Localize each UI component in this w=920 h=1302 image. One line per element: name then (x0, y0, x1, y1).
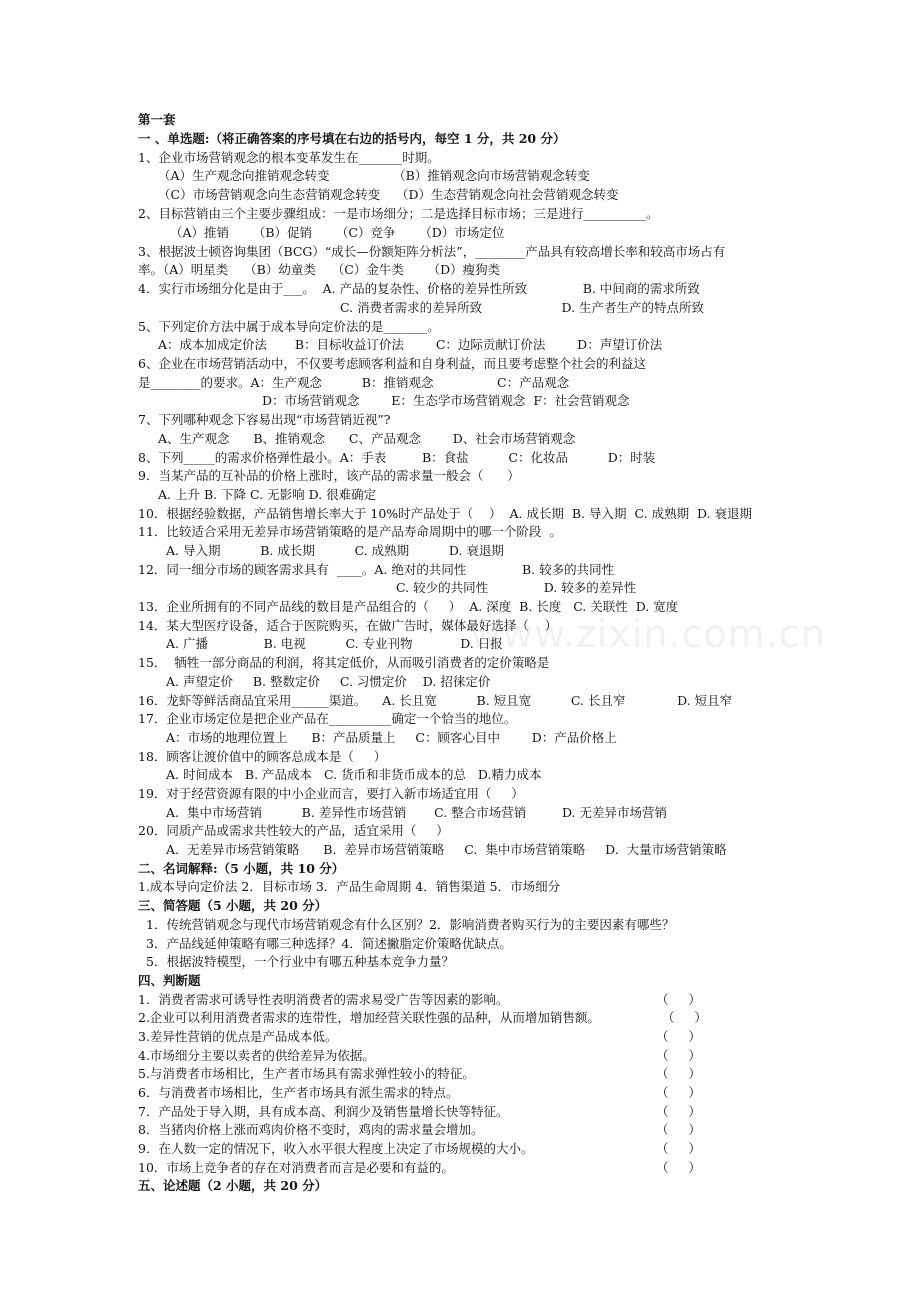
text-line: 2.企业可以利用消费者需求的连带性，增加经营关联性强的品种，从而增加销售额。 (138, 1010, 600, 1025)
text-line: 17．企业市场定位是把企业产品在__________确定一个恰当的地位。 (138, 711, 517, 726)
section-heading: 五、论述题（2 小题，共 20 分） (138, 1178, 328, 1193)
text-line: 3．产品线延伸策略有哪三种选择？4．简述撇脂定价策略优缺点。 (146, 936, 512, 951)
text-line: A、生产观念 B、推销观念 C、产品观念 D、社会市场营销观念 (158, 431, 576, 446)
section-heading: 一 、单选题:（将正确答案的序号填在右边的括号内，每空 1 分，共 20 分） (138, 131, 566, 146)
text-line: 11．比较适合采用无差异市场营销策略的是产品寿命周期中的哪一个阶段 。 (138, 524, 562, 539)
text-line: A. 声望定价 B. 整数定价 C. 习惯定价 D. 招徕定价 (166, 674, 491, 689)
text-line: 1、企业市场营销观念的根本变革发生在_______时期。 (138, 150, 440, 165)
text-line: 3、根据波士顿咨询集团（BCG）“成长—份额矩阵分析法”，________产品具有较高增长率和较高市场占有 (138, 244, 726, 259)
text-line: 是________的要求。A：生产观念 B：推销观念 C：产品观念 (138, 375, 570, 390)
text-line: 7、下列哪种观念下容易出现“市场营销近视”? (138, 412, 391, 427)
text-line: 12．同一细分市场的顾客需求具有 ____。A. 绝对的共同性 B. 较多的共同性 (138, 562, 615, 577)
text-line: 8．当猪肉价格上涨而鸡肉价格不变时，鸡肉的需求量会增加。 (138, 1122, 484, 1137)
text-line: 20．同质产品或需求共性较大的产品，适宜采用（ ） (138, 823, 449, 838)
section-heading: 二、名词解释:（5 小题，共 10 分） (138, 861, 345, 876)
text-line: A. 广播 B. 电视 C. 专业刊物 D. 日报 (166, 636, 503, 651)
text-line: 9．在人数一定的情况下，收入水平很大程度上决定了市场规模的大小。 (138, 1141, 534, 1156)
answer-bracket: （ ） (656, 1141, 701, 1156)
text-line: 19．对于经营资源有限的中小企业而言，要打入新市场适宜用（ ） (138, 786, 524, 801)
text-line: 8、下列_____的需求价格弹性最小。A：手表 B：食盐 C：化妆品 D：时装 (138, 450, 656, 465)
section-heading: 四、判断题 (138, 973, 201, 988)
answer-bracket: （ ） (656, 1160, 701, 1175)
text-line: 1．消费者需求可诱导性表明消费者的需求易受广告等因素的影响。 (138, 992, 509, 1007)
text-line: 14．某大型医疗设备，适合于医院购买，在做广告时，媒体最好选择（ ） (138, 618, 558, 633)
text-line: C. 消费者需求的差异所致 D. 生产者生产的特点所致 (340, 300, 705, 315)
text-line: 13．企业所拥有的不同产品线的数目是产品组合的（ ） A. 深度 B. 长度 C. 关联性 D. 宽度 (138, 599, 679, 614)
text-line: 6．与消费者市场相比，生产者市场具有派生需求的特点。 (138, 1085, 459, 1100)
text-line: 1.成本导向定价法 2．目标市场 3．产品生命周期 4．销售渠道 5．市场细分 (138, 879, 561, 894)
text-line: 18．顾客让渡价值中的顾客总成本是（ ） (138, 749, 387, 764)
answer-bracket: （ ） (656, 1122, 701, 1137)
text-line: 6、企业在市场营销活动中，不仅要考虑顾客利益和自身利益，而且要考虑整个社会的利益这 (138, 356, 646, 371)
answer-bracket: （ ） (656, 1066, 701, 1081)
text-line: 10．根据经验数据，产品销售增长率大于 10%时产品处于（ ） A. 成长期 B. 导入期 C. 成熟期 D. 衰退期 (138, 506, 753, 521)
text-line: A：市场的地理位置上 B：产品质量上 C：顾客心目中 D：产品价格上 (166, 730, 617, 745)
text-line: （C）市场营销观念向生态营销观念转变 （D）生态营销观念向社会营销观念转变 (158, 187, 619, 202)
answer-bracket: （ ） (656, 1029, 701, 1044)
text-line: 16．龙虾等鲜活商品宜采用______渠道。 A. 长且宽 B. 短且宽 C. 长且窄 D. 短且窄 (138, 693, 733, 708)
text-line: A. 无差异市场营销策略 B. 差异市场营销策略 C. 集中市场营销策略 D. 大量市场营销策略 (166, 842, 727, 857)
watermark: www.zixin.com.cn (470, 612, 826, 656)
text-line: （A）生产观念向推销观念转变 （B）推销观念向市场营销观念转变 (158, 168, 590, 183)
answer-bracket: （ ） (662, 1010, 707, 1025)
section-heading: 三、简答题（5 小题，共 20 分） (138, 898, 328, 913)
text-line: A：成本加成定价法 B：目标收益订价法 C：边际贡献订价法 D：声望订价法 (158, 337, 663, 352)
text-line: 5、下列定价方法中属于成本导向定价法的是_______。 (138, 319, 440, 334)
answer-bracket: （ ） (656, 1104, 701, 1119)
text-line: 1．传统营销观念与现代市场营销观念有什么区别？2．影响消费者购买行为的主要因素有哪些？ (146, 917, 675, 932)
text-line: 率。（A）明星类 （B）幼童类 （C）金牛类 （D）瘦狗类 (138, 262, 501, 277)
answer-bracket: （ ） (656, 992, 701, 1007)
text-line: A. 集中市场营销 B. 差异性市场营销 C. 整合市场营销 D. 无差异市场营销 (166, 805, 667, 820)
text-line: A. 导入期 B. 成长期 C. 成熟期 D. 衰退期 (166, 543, 504, 558)
text-line: A. 时间成本 B. 产品成本 C. 货币和非货币成本的总 D.精力成本 (166, 767, 542, 782)
text-line: D：市场营销观念 E：生态学市场营销观念 F：社会营销观念 (262, 393, 630, 408)
text-line: 2、目标营销由三个主要步骤组成：一是市场细分；二是选择目标市场；三是进行__________。 (138, 206, 659, 221)
answer-bracket: （ ） (656, 1048, 701, 1063)
text-line: （A）推销 （B）促销 （C）竞争 （D）市场定位 (170, 225, 505, 240)
text-line: 4．实行市场细分化是由于___。 A. 产品的复杂性、价格的差异性所致 B. 中间商的需求所致 (138, 281, 700, 296)
text-line: 7．产品处于导入期，具有成本高、利润少及销售量增长快等特征。 (138, 1104, 509, 1119)
text-line: 9．当某产品的互补品的价格上涨时，该产品的需求量一般会（ ） (138, 468, 520, 483)
text-line: 15． 牺牲一部分商品的利润，将其定低价，从而吸引消费者的定价策略是 (138, 655, 550, 670)
text-line: A. 上升 B. 下降 C. 无影响 D. 很难确定 (158, 487, 377, 502)
answer-bracket: （ ） (656, 1085, 701, 1100)
text-line: C. 较少的共同性 D. 较多的差异性 (396, 580, 637, 595)
text-line: 4.市场细分主要以卖者的供给差异为依据。 (138, 1048, 375, 1063)
text-line: 10．市场上竞争者的存在对消费者而言是必要和有益的。 (138, 1160, 454, 1175)
text-line: 5．根据波特模型，一个行业中有哪五种基本竞争力量？ (146, 954, 454, 969)
text-line: 5.与消费者市场相比，生产者市场具有需求弹性较小的特征。 (138, 1066, 475, 1081)
section-heading: 第一套 (138, 112, 176, 127)
text-line: 3.差异性营销的优点是产品成本低。 (138, 1029, 338, 1044)
